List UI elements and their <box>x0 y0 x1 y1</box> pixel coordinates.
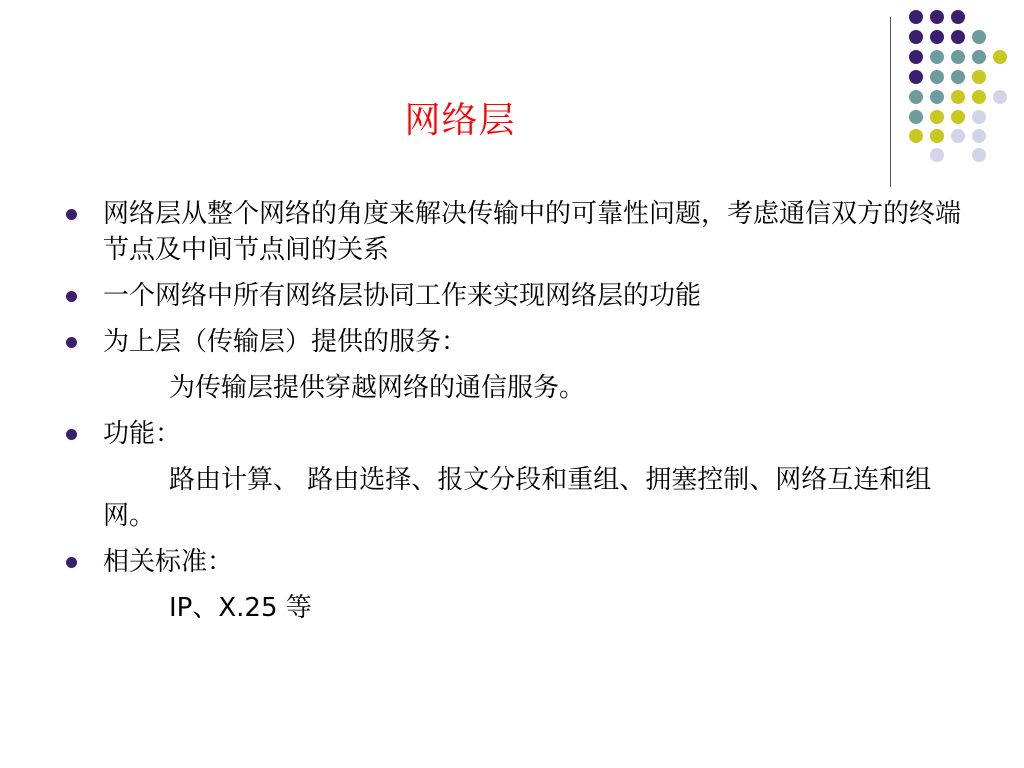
decorative-dot <box>930 50 944 64</box>
bullet-detail: 为传输层提供穿越网络的通信服务。 <box>169 373 586 403</box>
decorative-dot <box>930 148 944 162</box>
decorative-dot <box>951 129 965 143</box>
decorative-dot <box>951 30 965 44</box>
bullet-item <box>66 278 966 314</box>
decorative-dot <box>993 90 1007 104</box>
decorative-dot <box>930 110 944 124</box>
decorative-dot <box>972 110 986 124</box>
decorative-dot <box>909 129 923 143</box>
vertical-divider <box>890 17 891 187</box>
bullet-icon <box>66 557 77 568</box>
bullet-detail: 路由计算、 路由选择、报文分段和重组、拥塞控制、网络互连和组网。 <box>103 465 932 531</box>
bullet-item <box>66 324 966 360</box>
slide-title: 网络层 <box>404 100 516 141</box>
decorative-dot-grid <box>0 0 1024 170</box>
bullet-icon <box>66 337 77 348</box>
decorative-dot <box>972 129 986 143</box>
bullet-item <box>66 196 966 268</box>
bullet-detail: IP、X.25 等 <box>169 593 312 623</box>
decorative-dot <box>930 129 944 143</box>
bullet-text: 网络层从整个网络的角度来解决传输中的可靠性问题，考虑通信双方的终端节点及中间节点间的关系 <box>103 199 962 265</box>
decorative-dot <box>909 90 923 104</box>
bullet-text: 相关标准： <box>103 547 234 577</box>
decorative-dot <box>993 50 1007 64</box>
decorative-dot <box>909 50 923 64</box>
decorative-dot <box>951 70 965 84</box>
decorative-dot <box>909 110 923 124</box>
bullet-item <box>66 416 966 452</box>
decorative-dot <box>909 30 923 44</box>
bullet-icon <box>66 209 77 220</box>
decorative-dot <box>972 50 986 64</box>
bullet-item <box>66 544 966 580</box>
decorative-dot <box>951 90 965 104</box>
decorative-dot <box>972 148 986 162</box>
decorative-dot <box>930 10 944 24</box>
decorative-dot <box>972 70 986 84</box>
decorative-dot <box>909 10 923 24</box>
decorative-dot <box>951 10 965 24</box>
decorative-dot <box>909 70 923 84</box>
bullet-icon <box>66 429 77 440</box>
bullet-text: 一个网络中所有网络层协同工作来实现网络层的功能 <box>103 281 702 311</box>
decorative-dot <box>930 30 944 44</box>
bullet-text: 功能： <box>103 419 182 449</box>
decorative-dot <box>951 110 965 124</box>
decorative-dot <box>930 70 944 84</box>
bullet-text: 为上层（传输层）提供的服务： <box>103 327 468 357</box>
bullet-icon <box>66 291 77 302</box>
decorative-dot <box>951 50 965 64</box>
decorative-dot <box>972 30 986 44</box>
decorative-dot <box>930 90 944 104</box>
bullet-list <box>66 196 966 636</box>
decorative-dot <box>972 90 986 104</box>
